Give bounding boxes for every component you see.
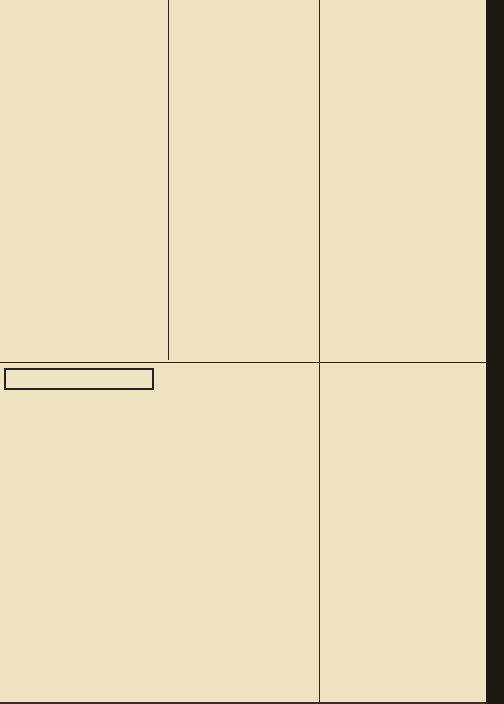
section-divider [0,362,486,363]
column-divider-2 [319,0,320,704]
page-binding [486,0,504,704]
column-divider-1 [168,0,169,360]
ad-bilanz-title [4,368,154,390]
